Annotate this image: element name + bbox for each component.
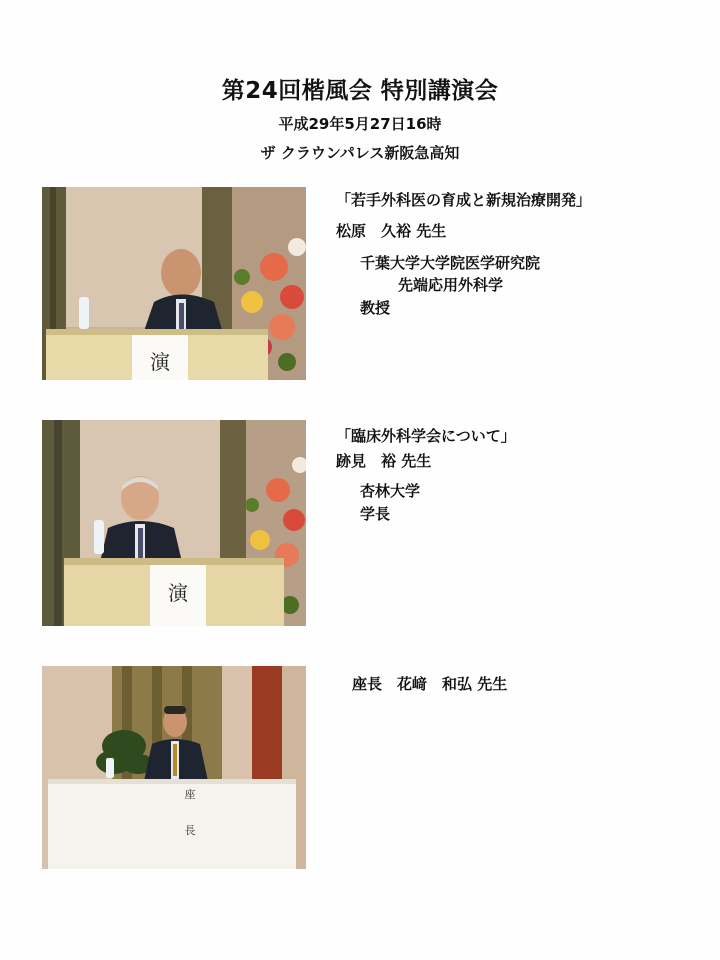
lecture-2-speaker: 跡見 裕 先生: [336, 452, 432, 470]
chair-sign-1: 座: [184, 788, 196, 801]
speaker-photo-1: [42, 187, 306, 380]
lecture-1-speaker: 松原 久裕 先生: [336, 222, 447, 240]
lecture-2-topic: 「臨床外科学会について」: [336, 427, 516, 445]
chair-photo: [42, 666, 306, 869]
page-title: 第24回楷風会 特別講演会: [221, 78, 499, 104]
lecture-1-affiliation-3: 教授: [360, 299, 391, 317]
podium-sign-1: 演: [150, 350, 170, 374]
chair-label: 座長 花﨑 和弘 先生: [352, 675, 508, 693]
lecture-1-affiliation-1: 千葉大学大学院医学研究院: [360, 254, 541, 272]
event-venue: ザ クラウンパレス新阪急高知: [260, 144, 460, 162]
lecture-2-affiliation-1: 杏林大学: [360, 482, 421, 500]
lecture-2-affiliation-2: 学長: [360, 505, 391, 523]
lecture-1-affiliation-2: 先端応用外科学: [398, 276, 504, 294]
speaker-photo-2: [42, 420, 306, 626]
lecture-1-topic: 「若手外科医の育成と新規治療開発」: [336, 191, 592, 209]
podium-sign-2: 演: [168, 581, 188, 605]
event-date: 平成29年5月27日16時: [278, 115, 442, 133]
chair-sign-2: 長: [184, 824, 196, 837]
